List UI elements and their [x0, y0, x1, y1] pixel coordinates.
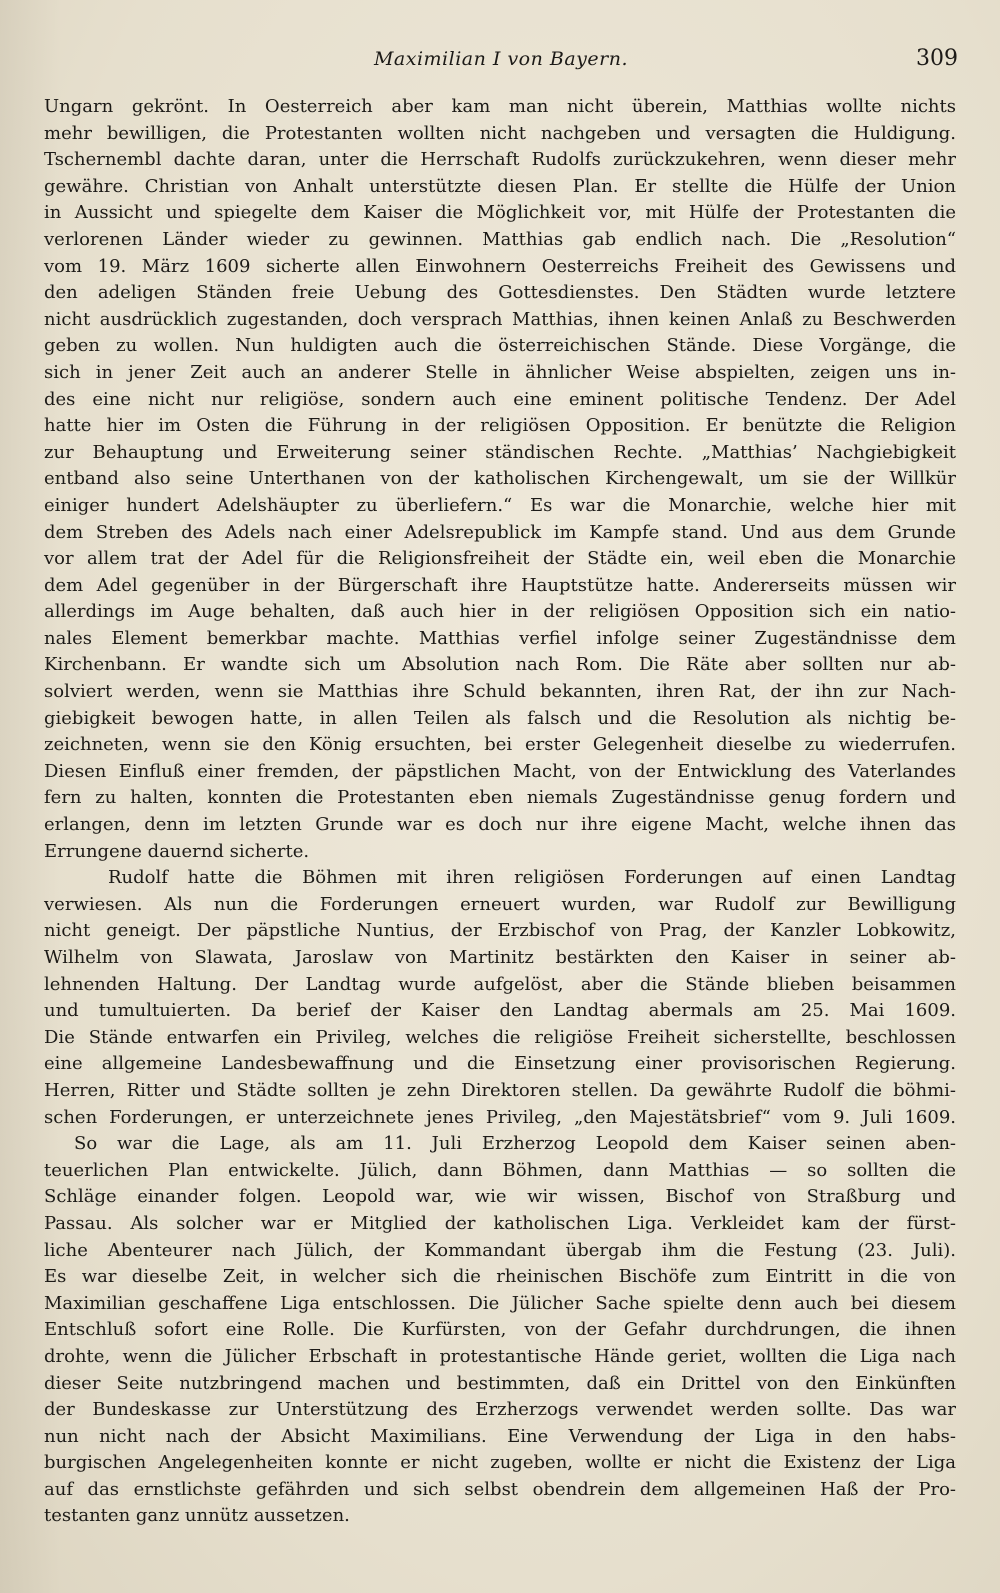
text-line: dem Streben des Adels nach einer Adelsrepublick im Kampfe stand. Und aus dem Grunde: [44, 521, 956, 543]
text-line: drohte, wenn die Jülicher Erbschaft in protestantische Hände geriet, wollten die Liga nach: [44, 1345, 956, 1367]
text-line: teuerlichen Plan entwickelte. Jülich, dann Böhmen, dann Matthias — so sollten die: [44, 1159, 956, 1181]
text-line: Tschernembl dachte daran, unter die Herrschaft Rudolfs zurückzukehren, wenn dieser mehr: [44, 149, 956, 171]
text-line: allerdings im Auge behalten, daß auch hier in der religiösen Opposition sich ein natio-: [44, 601, 956, 623]
text-line: dieser Seite nutzbringend machen und bestimmten, daß ein Drittel von den Einkünften: [44, 1372, 956, 1394]
text-line: verwiesen. Als nun die Forderungen erneuert wurden, war Rudolf zur Bewilligung: [44, 893, 956, 915]
text-line: lehnenden Haltung. Der Landtag wurde aufgelöst, aber die Stände blieben beisammen: [44, 973, 956, 995]
page-header: [44, 40, 958, 80]
text-line: Schläge einander folgen. Leopold war, wie wir wissen, Bischof von Straßburg und: [44, 1186, 956, 1208]
text-line: Maximilian geschaffene Liga entschlossen. Die Jülicher Sache spielte denn auch bei diesem: [44, 1292, 956, 1314]
text-line: geben zu wollen. Nun huldigten auch die österreichischen Stände. Diese Vorgänge, die: [44, 335, 956, 357]
text-line: zur Behauptung und Erweiterung seiner ständischen Rechte. „Matthias’ Nachgiebigkeit: [44, 441, 956, 463]
text-line: mehr bewilligen, die Protestanten wollten nicht nachgeben und versagten die Huldigung.: [44, 122, 956, 144]
body-text: [44, 94, 956, 1530]
text-line: nales Element bemerkbar machte. Matthias verfiel infolge seiner Zugeständnisse dem: [44, 627, 956, 649]
text-line: Die Stände entwarfen ein Privileg, welches die religiöse Freiheit sicherstellte, beschlossen: [44, 1026, 956, 1048]
text-line: burgischen Angelegenheiten konnte er nicht zugeben, wollte er nicht die Existenz der Liga: [44, 1452, 956, 1474]
text-line: vom 19. März 1609 sicherte allen Einwohnern Oesterreichs Freiheit des Gewissens und: [44, 255, 956, 277]
text-line: giebigkeit bewogen hatte, in allen Teilen als falsch und die Resolution als nichtig be-: [44, 707, 956, 729]
text-line: fern zu halten, konnten die Protestanten eben niemals Zugeständnisse genug fordern und: [44, 787, 956, 809]
text-line: So war die Lage, als am 11. Juli Erzherzog Leopold dem Kaiser seinen aben-: [74, 1133, 956, 1155]
text-line: liche Abenteurer nach Jülich, der Kommandant übergab ihm die Festung (23. Juli).: [44, 1239, 956, 1261]
text-line: Errungene dauernd sicherte.: [44, 840, 310, 862]
text-line: und tumultuierten. Da berief der Kaiser den Landtag abermals am 25. Mai 1609.: [44, 1000, 956, 1022]
page-number: 309: [916, 46, 958, 71]
text-line: nun nicht nach der Absicht Maximilians. Eine Verwendung der Liga in den habs-: [44, 1425, 956, 1447]
text-line: Ungarn gekrönt. In Oesterreich aber kam man nicht überein, Matthias wollte nichts: [44, 96, 956, 117]
text-line: testanten ganz unnütz aussetzen.: [44, 1505, 350, 1527]
text-line: dem Adel gegenüber in der Bürgerschaft ihre Hauptstütze hatte. Andererseits müssen wir: [44, 574, 956, 596]
text-line: Diesen Einfluß einer fremden, der päpstlichen Macht, von der Entwicklung des Vaterlandes: [44, 760, 956, 782]
text-line: nicht ausdrücklich zugestanden, doch versprach Matthias, ihnen keinen Anlaß zu Beschwerden: [44, 308, 956, 330]
text-line: hatte hier im Osten die Führung in der religiösen Opposition. Er benützte die Religion: [44, 415, 956, 437]
text-line: Entschluß sofort eine Rolle. Die Kurfürsten, von der Gefahr durchdrungen, die ihnen: [44, 1319, 956, 1341]
text-line: Herren, Ritter und Städte sollten je zehn Direktoren stellen. Da gewährte Rudolf die böhmi-: [44, 1079, 956, 1101]
text-line: solviert werden, wenn sie Matthias ihre Schuld bekannten, ihren Rat, der ihn zur Nach-: [44, 681, 956, 703]
text-line: erlangen, denn im letzten Grunde war es doch nur ihre eigene Macht, welche ihnen das: [44, 814, 956, 836]
text-line: eine allgemeine Landesbewaffnung und die Einsetzung einer provisorischen Regierung.: [44, 1053, 956, 1075]
text-line: schen Forderungen, er unterzeichnete jenes Privileg, „den Majestätsbrief“ vom 9. Juli 1609.: [44, 1106, 956, 1128]
text-line: Wilhelm von Slawata, Jaroslaw von Martinitz bestärkten den Kaiser in seiner ab-: [44, 947, 956, 968]
text-line: der Bundeskasse zur Unterstützung des Erzherzogs verwendet werden sollte. Das war: [44, 1399, 956, 1421]
running-title: Maximilian I von Bayern.: [373, 48, 629, 70]
text-line: Kirchenbann. Er wandte sich um Absolution nach Rom. Die Räte aber sollten nur ab-: [44, 654, 956, 676]
text-line: entband also seine Unterthanen von der katholischen Kirchengewalt, um sie der Willkür: [44, 468, 956, 490]
text-line: Es war dieselbe Zeit, in welcher sich die rheinischen Bischöfe zum Eintritt in die von: [44, 1266, 956, 1288]
text-line: einiger hundert Adelshäupter zu überliefern.“ Es war die Monarchie, welche hier mit: [44, 494, 956, 516]
text-line: nicht geneigt. Der päpstliche Nuntius, der Erzbischof von Prag, der Kanzler Lobkowitz,: [44, 920, 956, 942]
text-line: den adeligen Ständen freie Uebung des Gottesdienstes. Den Städten wurde letztere: [44, 282, 956, 304]
text-line: in Aussicht und spiegelte dem Kaiser die Möglichkeit vor, mit Hülfe der Protestanten die: [44, 202, 956, 224]
text-line: verlorenen Länder wieder zu gewinnen. Matthias gab endlich nach. Die „Resolution“: [44, 228, 956, 250]
text-line: des eine nicht nur religiöse, sondern auch eine eminent politische Tendenz. Der Adel: [44, 388, 956, 410]
text-line: Rudolf hatte die Böhmen mit ihren religiösen Forderungen auf einen Landtag: [108, 867, 956, 889]
text-line: vor allem trat der Adel für die Religionsfreiheit der Städte ein, weil eben die Monarchie: [44, 548, 956, 570]
text-line: Passau. Als solcher war er Mitglied der katholischen Liga. Verkleidet kam der fürst-: [44, 1212, 956, 1234]
text-line: gewähre. Christian von Anhalt unterstützte diesen Plan. Er stellte die Hülfe der Union: [44, 175, 956, 197]
text-line: auf das ernstlichste gefährden und sich selbst obendrein dem allgemeinen Haß der Pro-: [44, 1478, 956, 1500]
text-line: zeichneten, wenn sie den König ersuchten, bei erster Gelegenheit dieselbe zu wiederrufen.: [44, 734, 956, 756]
text-line: sich in jener Zeit auch an anderer Stelle in ähnlicher Weise abspielten, zeigen uns in-: [44, 361, 956, 383]
